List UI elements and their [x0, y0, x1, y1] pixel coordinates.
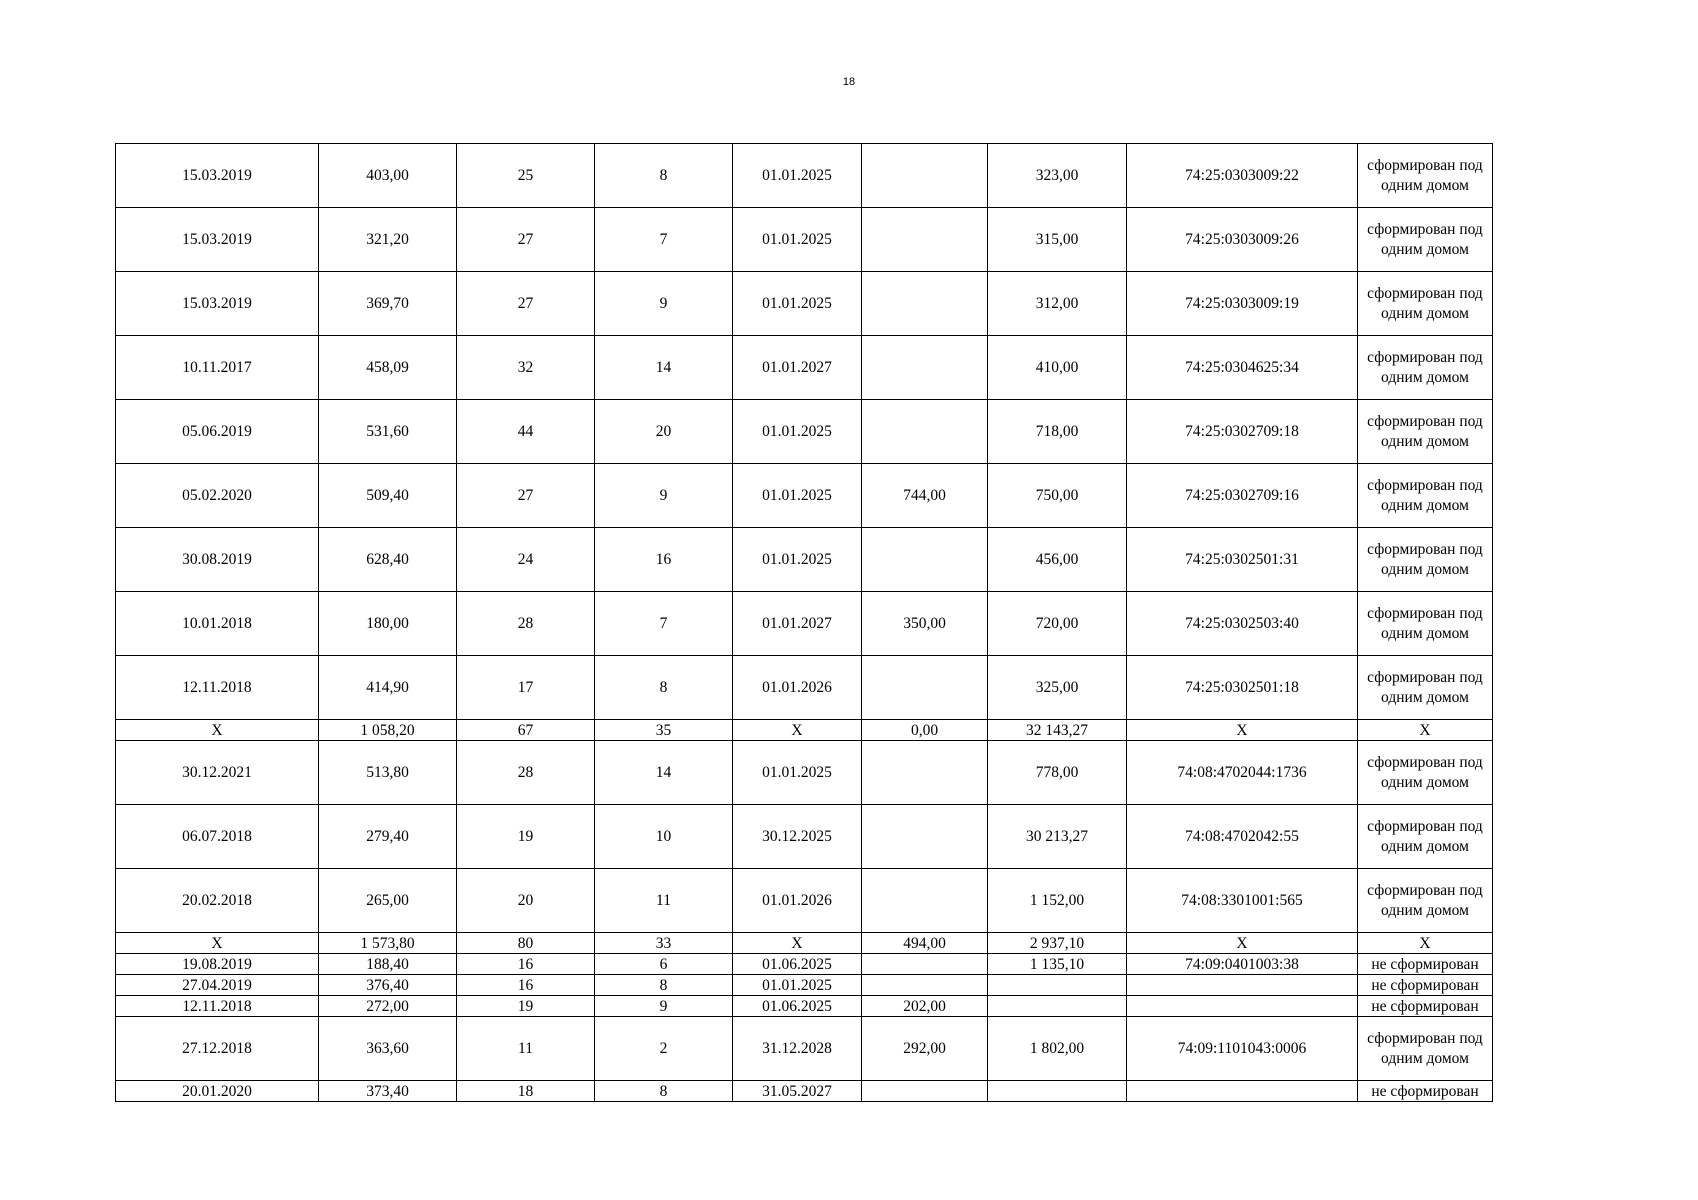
amount-a-cell: 202,00: [862, 996, 988, 1017]
cadastral-number-cell: 74:25:0303009:22: [1127, 144, 1358, 208]
count-a-cell: 27: [457, 272, 595, 336]
amount-b-cell: 325,00: [988, 656, 1127, 720]
count-b-cell: 9: [595, 272, 733, 336]
status-cell: сформирован под одним домом: [1358, 144, 1493, 208]
area-cell: 373,40: [319, 1081, 457, 1102]
deadline-cell: 01.06.2025: [733, 996, 862, 1017]
date-cell: 12.11.2018: [116, 996, 319, 1017]
deadline-cell: 01.01.2025: [733, 528, 862, 592]
amount-a-cell: [862, 144, 988, 208]
table-subtotal-row: [116, 720, 1493, 741]
status-cell: не сформирован: [1358, 1081, 1493, 1102]
amount-b-cell: [988, 975, 1127, 996]
page-number: 18: [842, 76, 856, 88]
count-a-cell: 27: [457, 464, 595, 528]
status-cell: сформирован под одним домом: [1358, 805, 1493, 869]
amount-b-cell: 32 143,27: [988, 720, 1127, 741]
cadastral-number-cell: 74:08:4702042:55: [1127, 805, 1358, 869]
amount-b-cell: 1 802,00: [988, 1017, 1127, 1081]
date-cell: 15.03.2019: [116, 144, 319, 208]
date-cell: 20.01.2020: [116, 1081, 319, 1102]
amount-a-cell: [862, 1081, 988, 1102]
status-cell: сформирован под одним домом: [1358, 528, 1493, 592]
cadastral-number-cell: 74:09:0401003:38: [1127, 954, 1358, 975]
area-cell: 513,80: [319, 741, 457, 805]
date-cell: 15.03.2019: [116, 272, 319, 336]
deadline-cell: 01.01.2027: [733, 592, 862, 656]
amount-b-cell: [988, 1081, 1127, 1102]
area-cell: 188,40: [319, 954, 457, 975]
count-a-cell: 17: [457, 656, 595, 720]
deadline-cell: 01.01.2025: [733, 272, 862, 336]
table-row: [116, 954, 1493, 975]
cadastral-number-cell: 74:25:0304625:34: [1127, 336, 1358, 400]
date-cell: 06.07.2018: [116, 805, 319, 869]
area-cell: 403,00: [319, 144, 457, 208]
date-cell: 10.01.2018: [116, 592, 319, 656]
count-b-cell: 16: [595, 528, 733, 592]
deadline-cell: 01.01.2025: [733, 741, 862, 805]
deadline-cell: 01.01.2025: [733, 464, 862, 528]
date-cell: X: [116, 720, 319, 741]
amount-b-cell: 1 135,10: [988, 954, 1127, 975]
count-b-cell: 7: [595, 592, 733, 656]
cadastral-number-cell: [1127, 1081, 1358, 1102]
count-a-cell: 44: [457, 400, 595, 464]
count-b-cell: 9: [595, 996, 733, 1017]
area-cell: 369,70: [319, 272, 457, 336]
amount-b-cell: 750,00: [988, 464, 1127, 528]
status-cell: сформирован под одним домом: [1358, 336, 1493, 400]
amount-b-cell: 718,00: [988, 400, 1127, 464]
date-cell: 19.08.2019: [116, 954, 319, 975]
amount-b-cell: 315,00: [988, 208, 1127, 272]
amount-a-cell: 292,00: [862, 1017, 988, 1081]
area-cell: 458,09: [319, 336, 457, 400]
area-cell: 628,40: [319, 528, 457, 592]
cadastral-number-cell: 74:25:0302709:16: [1127, 464, 1358, 528]
table-row: [116, 592, 1493, 656]
date-cell: 15.03.2019: [116, 208, 319, 272]
cadastral-number-cell: X: [1127, 933, 1358, 954]
amount-a-cell: [862, 869, 988, 933]
amount-b-cell: 1 152,00: [988, 869, 1127, 933]
area-cell: 1 573,80: [319, 933, 457, 954]
date-cell: 20.02.2018: [116, 869, 319, 933]
count-b-cell: 7: [595, 208, 733, 272]
table-row: [116, 528, 1493, 592]
deadline-cell: 01.01.2025: [733, 144, 862, 208]
status-cell: сформирован под одним домом: [1358, 208, 1493, 272]
deadline-cell: 01.01.2026: [733, 869, 862, 933]
deadline-cell: 01.01.2025: [733, 208, 862, 272]
date-cell: 30.12.2021: [116, 741, 319, 805]
table-row: [116, 741, 1493, 805]
amount-a-cell: 494,00: [862, 933, 988, 954]
table-row: [116, 1081, 1493, 1102]
amount-b-cell: 30 213,27: [988, 805, 1127, 869]
count-a-cell: 11: [457, 1017, 595, 1081]
amount-a-cell: [862, 954, 988, 975]
count-b-cell: 10: [595, 805, 733, 869]
amount-a-cell: [862, 336, 988, 400]
date-cell: 27.12.2018: [116, 1017, 319, 1081]
cadastral-number-cell: 74:25:0303009:26: [1127, 208, 1358, 272]
table-row: [116, 400, 1493, 464]
deadline-cell: 01.01.2025: [733, 400, 862, 464]
count-a-cell: 18: [457, 1081, 595, 1102]
count-b-cell: 11: [595, 869, 733, 933]
status-cell: сформирован под одним домом: [1358, 869, 1493, 933]
count-a-cell: 32: [457, 336, 595, 400]
table-subtotal-row: [116, 933, 1493, 954]
table-row: [116, 805, 1493, 869]
deadline-cell: 01.06.2025: [733, 954, 862, 975]
deadline-cell: 01.01.2027: [733, 336, 862, 400]
amount-a-cell: [862, 975, 988, 996]
cadastral-number-cell: [1127, 975, 1358, 996]
amount-b-cell: 410,00: [988, 336, 1127, 400]
count-b-cell: 14: [595, 741, 733, 805]
date-cell: X: [116, 933, 319, 954]
count-b-cell: 20: [595, 400, 733, 464]
date-cell: 10.11.2017: [116, 336, 319, 400]
amount-a-cell: [862, 656, 988, 720]
table-row: [116, 996, 1493, 1017]
count-a-cell: 67: [457, 720, 595, 741]
area-cell: 265,00: [319, 869, 457, 933]
deadline-cell: X: [733, 720, 862, 741]
cadastral-number-cell: 74:25:0303009:19: [1127, 272, 1358, 336]
deadline-cell: 30.12.2025: [733, 805, 862, 869]
count-b-cell: 9: [595, 464, 733, 528]
area-cell: 1 058,20: [319, 720, 457, 741]
cadastral-number-cell: X: [1127, 720, 1358, 741]
amount-b-cell: 720,00: [988, 592, 1127, 656]
amount-b-cell: 456,00: [988, 528, 1127, 592]
status-cell: сформирован под одним домом: [1358, 464, 1493, 528]
cadastral-number-cell: [1127, 996, 1358, 1017]
amount-a-cell: [862, 528, 988, 592]
status-cell: не сформирован: [1358, 975, 1493, 996]
table-row: [116, 975, 1493, 996]
amount-a-cell: [862, 208, 988, 272]
count-a-cell: 27: [457, 208, 595, 272]
count-b-cell: 14: [595, 336, 733, 400]
deadline-cell: X: [733, 933, 862, 954]
table-row: [116, 208, 1493, 272]
cadastral-number-cell: 74:08:3301001:565: [1127, 869, 1358, 933]
status-cell: сформирован под одним домом: [1358, 741, 1493, 805]
status-cell: сформирован под одним домом: [1358, 272, 1493, 336]
amount-b-cell: 2 937,10: [988, 933, 1127, 954]
table-row: [116, 869, 1493, 933]
amount-b-cell: 312,00: [988, 272, 1127, 336]
table-row: [116, 1017, 1493, 1081]
count-b-cell: 2: [595, 1017, 733, 1081]
status-cell: сформирован под одним домом: [1358, 1017, 1493, 1081]
count-a-cell: 16: [457, 954, 595, 975]
area-cell: 531,60: [319, 400, 457, 464]
amount-a-cell: [862, 400, 988, 464]
area-cell: 180,00: [319, 592, 457, 656]
status-cell: не сформирован: [1358, 996, 1493, 1017]
date-cell: 27.04.2019: [116, 975, 319, 996]
count-a-cell: 20: [457, 869, 595, 933]
count-b-cell: 8: [595, 975, 733, 996]
status-cell: сформирован под одним домом: [1358, 592, 1493, 656]
amount-b-cell: 323,00: [988, 144, 1127, 208]
data-table: [115, 143, 1493, 1102]
count-b-cell: 6: [595, 954, 733, 975]
status-cell: X: [1358, 933, 1493, 954]
date-cell: 12.11.2018: [116, 656, 319, 720]
count-a-cell: 28: [457, 592, 595, 656]
table-body: [116, 144, 1493, 1102]
deadline-cell: 01.01.2026: [733, 656, 862, 720]
amount-a-cell: [862, 741, 988, 805]
table-row: [116, 144, 1493, 208]
amount-a-cell: 0,00: [862, 720, 988, 741]
count-a-cell: 19: [457, 805, 595, 869]
date-cell: 05.06.2019: [116, 400, 319, 464]
cadastral-number-cell: 74:25:0302709:18: [1127, 400, 1358, 464]
cadastral-number-cell: 74:25:0302503:40: [1127, 592, 1358, 656]
area-cell: 414,90: [319, 656, 457, 720]
status-cell: сформирован под одним домом: [1358, 400, 1493, 464]
amount-a-cell: [862, 272, 988, 336]
amount-b-cell: [988, 996, 1127, 1017]
amount-a-cell: 744,00: [862, 464, 988, 528]
table-row: [116, 464, 1493, 528]
area-cell: 376,40: [319, 975, 457, 996]
amount-a-cell: [862, 805, 988, 869]
cadastral-number-cell: 74:08:4702044:1736: [1127, 741, 1358, 805]
deadline-cell: 01.01.2025: [733, 975, 862, 996]
date-cell: 30.08.2019: [116, 528, 319, 592]
count-a-cell: 16: [457, 975, 595, 996]
status-cell: сформирован под одним домом: [1358, 656, 1493, 720]
table-row: [116, 656, 1493, 720]
area-cell: 509,40: [319, 464, 457, 528]
count-a-cell: 24: [457, 528, 595, 592]
count-b-cell: 8: [595, 144, 733, 208]
count-a-cell: 25: [457, 144, 595, 208]
area-cell: 272,00: [319, 996, 457, 1017]
table-row: [116, 272, 1493, 336]
count-b-cell: 35: [595, 720, 733, 741]
table-row: [116, 336, 1493, 400]
cadastral-number-cell: 74:25:0302501:31: [1127, 528, 1358, 592]
amount-a-cell: 350,00: [862, 592, 988, 656]
cadastral-number-cell: 74:09:1101043:0006: [1127, 1017, 1358, 1081]
date-cell: 05.02.2020: [116, 464, 319, 528]
count-b-cell: 8: [595, 1081, 733, 1102]
area-cell: 363,60: [319, 1017, 457, 1081]
cadastral-number-cell: 74:25:0302501:18: [1127, 656, 1358, 720]
count-b-cell: 8: [595, 656, 733, 720]
deadline-cell: 31.12.2028: [733, 1017, 862, 1081]
count-a-cell: 28: [457, 741, 595, 805]
count-a-cell: 80: [457, 933, 595, 954]
amount-b-cell: 778,00: [988, 741, 1127, 805]
count-b-cell: 33: [595, 933, 733, 954]
deadline-cell: 31.05.2027: [733, 1081, 862, 1102]
status-cell: не сформирован: [1358, 954, 1493, 975]
area-cell: 321,20: [319, 208, 457, 272]
status-cell: X: [1358, 720, 1493, 741]
area-cell: 279,40: [319, 805, 457, 869]
count-a-cell: 19: [457, 996, 595, 1017]
